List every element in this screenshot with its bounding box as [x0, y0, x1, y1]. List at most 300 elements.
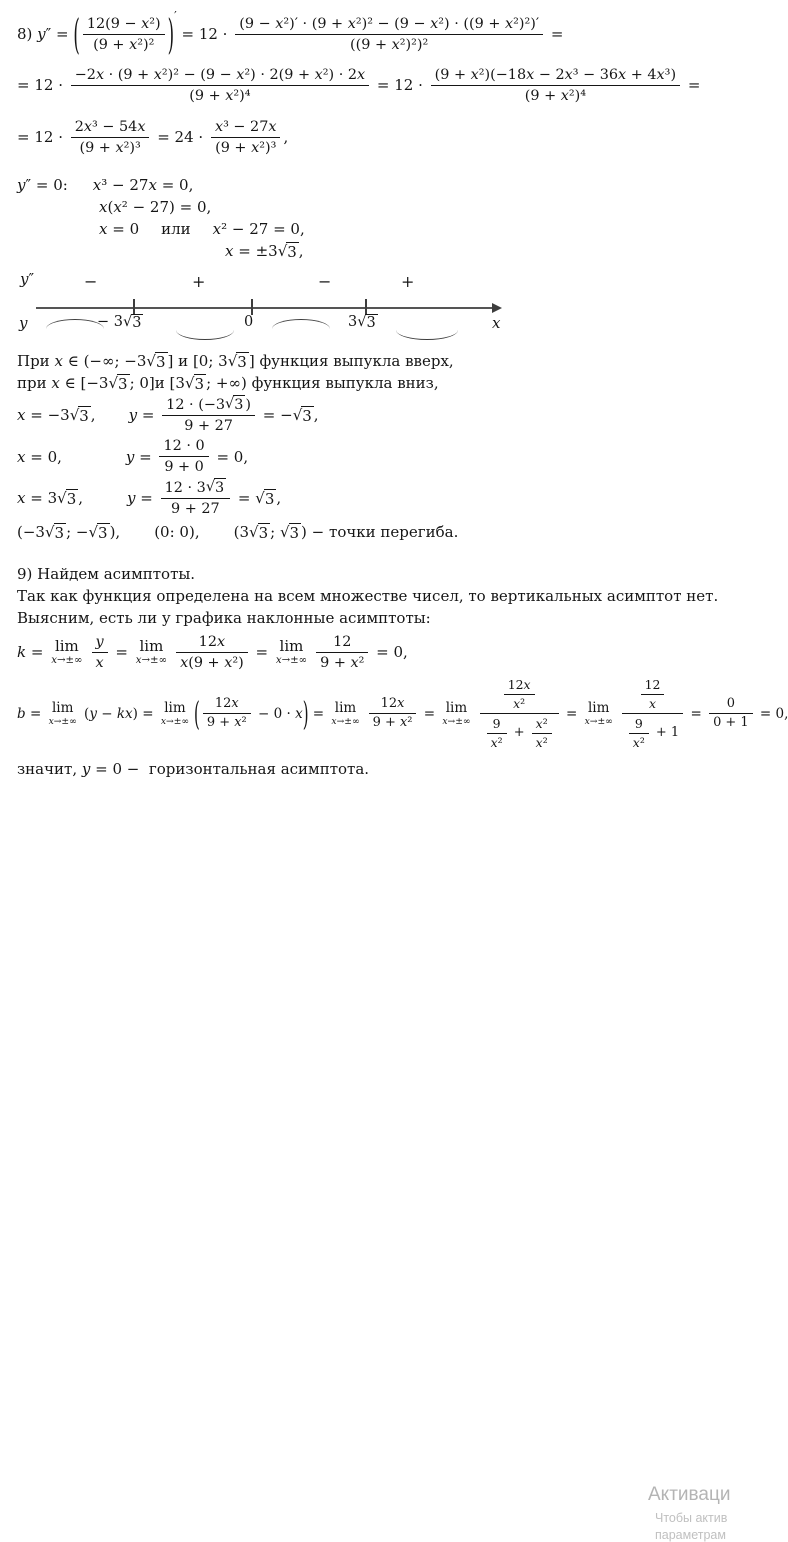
math-run: = −: [258, 406, 293, 424]
math-run: =: [419, 705, 440, 722]
text-run: Так как функция определена на всем множестве чисел, то вертикальных асимптот нет.: [17, 587, 719, 605]
math-run: x(x² − 27) = 0,: [99, 198, 212, 216]
math-run: = 12 ·: [17, 128, 68, 146]
sqrt: [278, 242, 299, 261]
math-run: 9 + 27: [184, 418, 233, 434]
sqrt: [185, 374, 206, 393]
concave-up-arc: [176, 320, 234, 340]
denominator: [211, 138, 281, 158]
fraction: [176, 632, 248, 673]
math-run: x: [648, 695, 656, 711]
math-run: (9 + x²)⁴: [189, 87, 251, 104]
math-run: x: [95, 654, 104, 671]
watermark-title: Активаци: [648, 1484, 731, 1506]
math-run: ): [245, 396, 251, 413]
numerator: [203, 695, 251, 714]
numerator: [431, 65, 680, 86]
radicand: 3: [264, 489, 275, 508]
radical-sign: √: [184, 373, 195, 392]
math-run: + 1: [651, 725, 680, 741]
denominator: [629, 734, 649, 752]
numerator: [480, 675, 559, 714]
math-run: = 24 ·: [152, 128, 208, 146]
math-run: 12 · 0: [163, 438, 205, 454]
text-run: горизонтальная асимптота.: [144, 760, 370, 779]
math-run: x²: [535, 734, 548, 750]
x-axis-label: [492, 314, 500, 332]
numerator: [161, 477, 231, 499]
math-run: 12: [333, 633, 352, 650]
math-run: 12x: [380, 695, 405, 711]
fraction: [641, 676, 665, 712]
text-run: функция выпукла вверх,: [254, 352, 454, 370]
limit-word: lim: [279, 637, 304, 656]
fraction: [161, 477, 231, 519]
math-run: x² − 27 = 0,: [212, 220, 305, 238]
limit-subscript: x→±∞: [331, 715, 360, 727]
math-run: ,: [276, 489, 282, 507]
math-run: (9 + x²)³: [215, 139, 277, 156]
math-run: ) −: [301, 523, 330, 541]
tick-mark: [133, 299, 135, 315]
math-run: =: [683, 76, 701, 94]
limit-operator: [331, 701, 359, 726]
radical-sign: √: [108, 373, 119, 392]
text-run: 9) Найдем асимптоты.: [17, 565, 196, 583]
math-run: ; −: [66, 523, 89, 541]
limit-subscript: x→±∞: [275, 654, 308, 666]
radical-sign: √: [69, 405, 80, 424]
numerator: [316, 632, 368, 653]
fraction: [431, 65, 680, 106]
sqrt: [45, 523, 66, 542]
fraction: [71, 65, 369, 106]
math-run: (9 + x²)(−18x − 2x³ − 36x + 4x³): [434, 66, 677, 83]
limit-operator: [276, 638, 307, 666]
ypp-zero: [0, 174, 737, 196]
math-run: ,: [283, 128, 289, 146]
math-run: 9 + 0: [164, 459, 204, 475]
math-run: = 0,: [371, 643, 408, 661]
sign-label: −: [318, 272, 332, 291]
tick-mark: [251, 299, 253, 315]
math-run: x = 3: [17, 489, 58, 507]
denominator: [641, 695, 665, 713]
radicand: 3: [118, 374, 128, 393]
b-limit: [0, 675, 788, 752]
radicand: 3: [66, 489, 77, 508]
radicand: 3: [289, 523, 300, 542]
math-run: ,: [90, 406, 96, 424]
math-run: k =: [17, 643, 49, 661]
number-line-arrowhead: [492, 303, 502, 313]
math-run: 9 + x²: [206, 715, 247, 731]
limit-subscript: x→±∞: [48, 715, 77, 727]
math-run: (9 + x²)²: [93, 36, 155, 53]
fraction: [487, 715, 507, 751]
concave-up-arc: [396, 320, 458, 340]
math-run: 2x³ − 54x: [74, 118, 146, 135]
radical-sign: √: [357, 314, 367, 330]
fraction: [92, 632, 108, 673]
big-paren: (: [194, 693, 200, 734]
fraction: [159, 436, 208, 477]
math-run: y =: [128, 406, 160, 424]
math-run: −2x · (9 + x²)² − (9 − x²) · 2(9 + x²) · 2x: [74, 66, 366, 83]
math-run: = 12 ·: [176, 25, 233, 43]
math-run: 12 · 3: [164, 479, 206, 496]
radicand: 3: [287, 242, 297, 261]
math-run: x = 0,: [17, 447, 62, 466]
text-run: и: [154, 374, 170, 392]
limit-operator: [49, 701, 77, 726]
y-value-at-3sqrt3: [0, 477, 737, 519]
text-run: Выясним, есть ли у графика наклонные асимптоты:: [17, 609, 431, 627]
math-run: 9 + x²: [320, 654, 365, 671]
fraction: [162, 394, 255, 436]
limit-subscript: x→±∞: [135, 654, 168, 666]
ypp-roots: [0, 240, 737, 262]
limit-word: lim: [139, 637, 164, 656]
math-run: =: [308, 705, 329, 722]
sqrt: [280, 523, 301, 542]
math-run: x = 0: [99, 220, 140, 238]
y-value-at-zero: [0, 436, 737, 477]
math-run: 0 + 1: [713, 715, 749, 731]
fraction: [369, 695, 417, 732]
math-run: y = 0 −: [81, 760, 145, 779]
math-run: =: [686, 705, 707, 722]
math-run: x²: [535, 716, 548, 732]
limit-operator: [161, 701, 189, 726]
math-run: x³ − 27x = 0,: [92, 176, 194, 194]
math-run: ]: [167, 352, 174, 370]
radical-sign: √: [57, 488, 67, 507]
derivative-block: [0, 6, 737, 262]
limit-operator: [136, 638, 167, 666]
math-run: [3: [169, 374, 185, 392]
math-run: 12x: [507, 677, 531, 692]
radical-sign: √: [225, 396, 235, 412]
math-run: ((9 + x²)²)²: [350, 36, 429, 53]
sqrt: [123, 314, 143, 331]
numerator: [83, 14, 165, 35]
numerator: [369, 695, 417, 714]
limit-operator: [51, 638, 82, 666]
math-run: 3: [348, 314, 358, 330]
math-run: y″: [20, 270, 35, 288]
second-derivative-label: [20, 270, 34, 288]
sqrt: [70, 406, 91, 425]
math-run: y″ = 0:: [17, 176, 68, 194]
denominator: [431, 86, 680, 106]
math-run: = 12 ·: [17, 76, 68, 94]
math-run: y″ =: [37, 25, 74, 43]
watermark-line3: параметрам: [655, 1528, 726, 1542]
limit-subscript: x→±∞: [584, 715, 613, 727]
radical-sign: √: [44, 522, 55, 541]
math-run: 12x: [214, 695, 239, 711]
math-run: x: [492, 314, 501, 332]
denominator: [532, 734, 552, 752]
math-run: 12 · (−3: [166, 396, 226, 413]
sqrt: [225, 395, 245, 414]
denominator: [71, 138, 150, 158]
math-run: 9 + x²: [372, 715, 413, 731]
eq8-step2: [0, 62, 737, 108]
math-run: y: [95, 633, 104, 650]
radicand: 3: [302, 406, 312, 425]
sqrt: [146, 352, 167, 371]
denominator: [480, 714, 559, 752]
math-run: ; +∞): [206, 374, 252, 392]
ypp-cases: [0, 218, 737, 240]
denominator: [504, 695, 535, 713]
radicand: 3: [79, 406, 89, 425]
text-run: или: [161, 220, 191, 238]
math-run: (−3: [17, 523, 45, 541]
convex-down-statement: [0, 372, 737, 394]
math-run: 0: [244, 314, 254, 330]
limit-subscript: x→±∞: [51, 654, 83, 666]
fraction: [83, 14, 165, 55]
math-run: x ∈: [54, 352, 84, 370]
math-run: =: [546, 25, 564, 43]
numerator: [71, 117, 150, 138]
math-run: x²: [490, 734, 503, 750]
limit-word: lim: [445, 700, 468, 717]
text-run: значит,: [17, 760, 82, 779]
math-run: [0; 3: [192, 352, 228, 370]
math-run: x = −3: [17, 406, 70, 424]
math-run: =: [233, 489, 256, 507]
math-run: [−3: [80, 374, 109, 392]
concave-down-arc: [46, 319, 104, 339]
numerator: [235, 14, 543, 35]
math-run: = 12 ·: [372, 76, 428, 94]
sqrt: [108, 374, 129, 393]
big-paren: (: [73, 10, 80, 58]
numerator: [641, 676, 665, 695]
numerator: [709, 695, 753, 714]
radicand: 3: [54, 523, 65, 542]
radicand: 3: [98, 523, 108, 542]
fraction: [316, 632, 368, 673]
math-run: = 0,: [211, 447, 249, 466]
math-run: ,: [78, 489, 84, 507]
sign-label: +: [401, 272, 415, 291]
math-run: +: [509, 725, 529, 741]
math-run: 12: [644, 677, 661, 692]
radicand: 3: [155, 352, 166, 371]
big-paren: ): [167, 10, 175, 58]
section9-no-vertical: [0, 585, 737, 607]
limit-word: lim: [587, 700, 610, 717]
math-run: x³ − 27x: [214, 118, 277, 135]
math-run: 9: [492, 716, 501, 732]
limit-word: lim: [164, 700, 186, 717]
radicand: 3: [366, 315, 376, 331]
numerator: [92, 632, 108, 653]
radical-sign: √: [205, 479, 215, 495]
watermark-line2: Чтобы актив: [655, 1511, 728, 1526]
denominator: [369, 714, 417, 732]
fraction: [211, 117, 281, 158]
radicand: 3: [258, 523, 269, 542]
denominator: [162, 416, 255, 436]
math-run: (9 + x²)⁴: [524, 87, 586, 104]
sqrt: [357, 314, 377, 331]
sign-label: −: [84, 272, 98, 291]
tick-label: [348, 314, 378, 331]
denominator: [176, 653, 248, 673]
limit-word: lim: [54, 637, 79, 656]
math-run: (−∞; −3: [83, 352, 147, 370]
radical-sign: √: [88, 522, 99, 541]
math-run: 12(9 − x²): [86, 15, 161, 32]
denominator: [83, 35, 165, 55]
limit-word: lim: [334, 700, 357, 717]
fraction: [71, 117, 150, 158]
denominator: [487, 734, 507, 752]
math-run: y =: [125, 447, 157, 466]
math-run: ),: [109, 523, 121, 541]
math-run: b =: [17, 705, 46, 722]
denominator: [622, 714, 683, 752]
fraction: [622, 675, 683, 752]
radicand: 3: [234, 397, 244, 413]
radical-sign: √: [292, 405, 303, 424]
math-run: 9 + 27: [171, 501, 220, 517]
k-limit: [0, 629, 737, 675]
math-run: y =: [127, 489, 158, 507]
fraction: [629, 715, 649, 751]
section9-oblique-intro: [0, 607, 737, 629]
y-value-at-minus-3sqrt3: [0, 394, 737, 436]
fraction: [532, 715, 552, 751]
radical-sign: √: [255, 488, 265, 507]
math-run: (9 + x²)³: [79, 139, 141, 156]
denominator: [235, 35, 543, 55]
math-run: (0: 0),: [154, 523, 200, 541]
convex-up-statement: [0, 350, 737, 372]
math-run: x = ±3: [225, 242, 278, 260]
denominator: [316, 653, 368, 673]
math-run: (9 − x²)′ · (9 + x²)² − (9 − x²) · ((9 + x²)²)′: [239, 15, 540, 32]
text-run: точки перегиба.: [329, 523, 459, 541]
math-run: − 0 · x: [253, 705, 303, 722]
concave-down-arc: [272, 319, 330, 339]
sqrt: [206, 478, 226, 497]
prime-superscript: ′: [174, 9, 177, 23]
limit-subscript: x→±∞: [160, 715, 190, 727]
radicand: 3: [214, 480, 225, 496]
math-run: =: [110, 643, 133, 661]
numerator: [211, 117, 281, 138]
big-paren: ): [302, 693, 309, 734]
denominator: [71, 86, 369, 106]
fraction: [504, 676, 535, 712]
conclusions-block: [0, 350, 788, 780]
text-run: 8): [17, 25, 38, 43]
radicand: 3: [132, 315, 142, 331]
radical-sign: √: [146, 351, 156, 370]
math-run: (y − kx) =: [79, 705, 158, 722]
numerator: [176, 632, 248, 653]
math-run: x²: [632, 734, 645, 750]
limit-operator: [585, 701, 613, 726]
eq8-step3: [0, 114, 737, 160]
section9-title: [0, 563, 737, 585]
math-run: (3: [233, 523, 249, 541]
math-run: ]: [248, 352, 255, 370]
numerator: [162, 394, 255, 416]
math-run: 0: [726, 695, 735, 711]
text-run: функция выпукла вниз,: [251, 374, 439, 392]
sqrt: [249, 523, 270, 542]
radical-sign: √: [249, 522, 259, 541]
numerator: [629, 715, 649, 734]
math-run: 9: [634, 716, 643, 732]
numerator: [622, 675, 683, 714]
sqrt: [228, 352, 249, 371]
radical-sign: √: [122, 314, 133, 330]
sqrt: [293, 406, 314, 425]
math-run: ; 0]: [129, 374, 155, 392]
radical-sign: √: [277, 241, 288, 260]
math-run: =: [250, 643, 273, 661]
sign-label: +: [192, 272, 206, 291]
math-run: y: [19, 314, 28, 332]
limit-subscript: x→±∞: [442, 715, 471, 727]
tick-mark: [365, 299, 367, 315]
numerator: [504, 676, 535, 695]
y-axis-label: [19, 314, 27, 332]
radicand: 3: [194, 374, 205, 393]
sqrt: [255, 489, 276, 508]
concavity-sign-chart: [0, 270, 737, 342]
conclusion: [0, 758, 737, 780]
text-run: при: [17, 374, 52, 392]
fraction: [235, 14, 543, 55]
math-run: 12x: [198, 633, 226, 650]
math-run: − 3: [97, 314, 123, 330]
math-run: = 0,: [755, 705, 788, 722]
radicand: 3: [237, 352, 247, 371]
fraction: [709, 695, 753, 732]
denominator: [709, 714, 753, 732]
fraction: [203, 695, 251, 732]
eq8-step1: [0, 6, 737, 62]
numerator: [159, 436, 208, 457]
denominator: [203, 714, 251, 732]
ypp-factored: [0, 196, 737, 218]
math-run: ,: [313, 406, 319, 424]
radical-sign: √: [227, 351, 238, 370]
numerator: [532, 715, 552, 734]
radical-sign: √: [279, 522, 290, 541]
numerator: [71, 65, 369, 86]
math-run: x²: [513, 695, 526, 711]
text-run: При: [17, 352, 55, 370]
sqrt: [57, 489, 78, 508]
denominator: [92, 653, 108, 673]
limit-word: lim: [51, 700, 74, 717]
text-run: и: [173, 352, 193, 370]
number-line: [36, 307, 494, 309]
denominator: [161, 499, 231, 519]
math-run: x ∈: [51, 374, 81, 392]
